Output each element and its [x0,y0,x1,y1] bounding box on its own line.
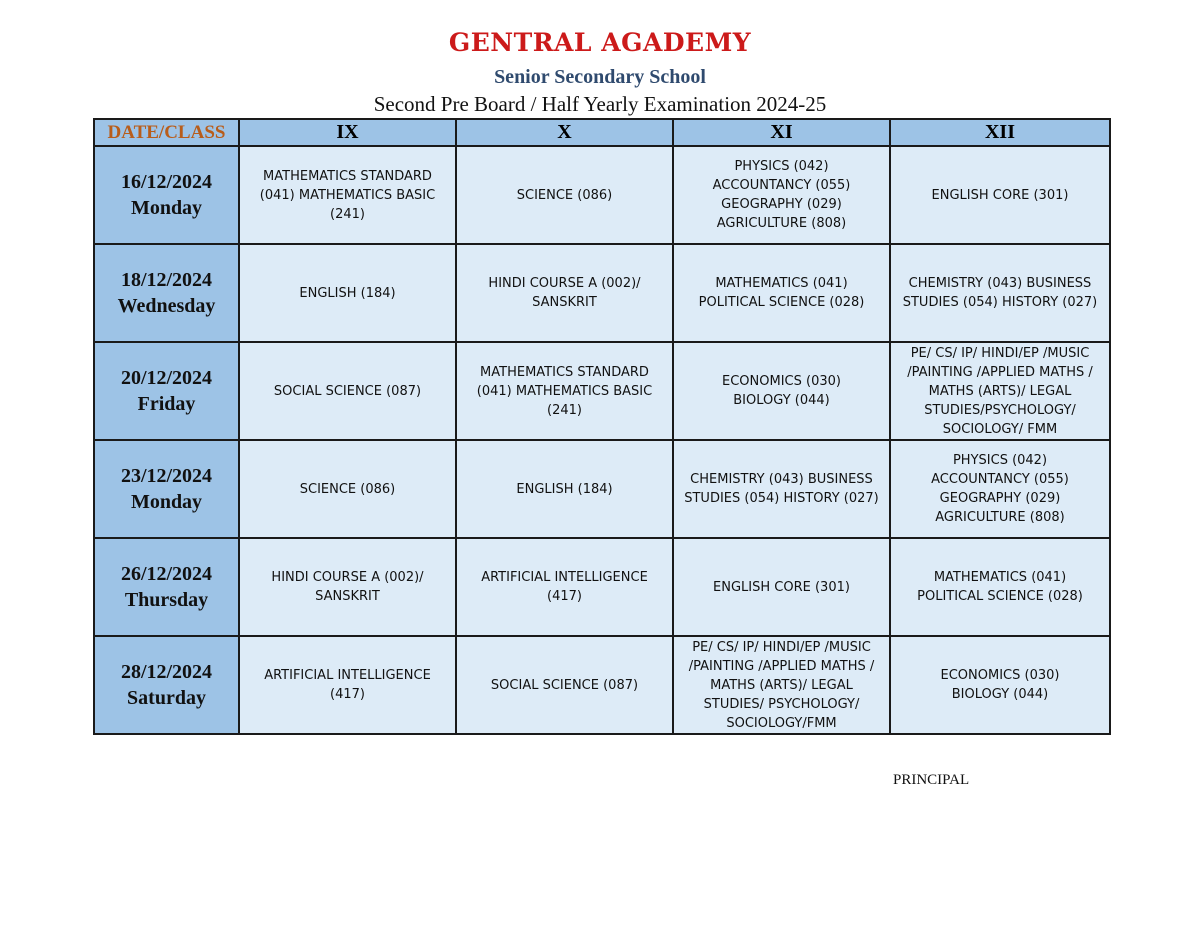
subject-cell-xii [890,342,1110,440]
subject-text: HINDI COURSE A (002)/ SANSKRIT [271,570,424,604]
subject-text: MATHEMATICS STANDARD (041) MATHEMATICS BASIC (241) [476,364,653,418]
school-subtitle: Senior Secondary School [494,66,706,88]
subject-text: CHEMISTRY (043) BUSINESS STUDIES (054) HISTORY (027) [902,276,1098,310]
exam-date: 28/12/2024 [120,661,213,683]
subject-cell-xii [890,538,1110,636]
subject-cell-xi [673,146,890,244]
column-header-x: X [456,119,673,146]
subject-text: CHEMISTRY (043) BUSINESS STUDIES (054) HISTORY (027) [684,472,879,506]
subject-cell-xi [673,538,890,636]
exam-day: Wednesday [117,295,216,317]
date-cell [94,636,239,734]
subject-text: ENGLISH (184) [299,285,396,301]
subject-text: SOCIAL SCIENCE (087) [490,677,639,693]
exam-date: 23/12/2024 [120,465,213,487]
exam-timetable [93,118,1111,735]
table-row [94,146,1110,244]
subject-text: ENGLISH (184) [516,481,613,497]
subject-text: MATHEMATICS (041) POLITICAL SCIENCE (028) [698,276,865,310]
subject-text: PE/ CS/ IP/ HINDI/EP /MUSIC /PAINTING /APPLIED MATHS / MATHS (ARTS)/ LEGAL STUDIES/PSYCHOLOGY/ SOCIOLOGY/ FMM [907,345,1093,437]
exam-day: Monday [130,197,203,219]
subject-cell-xi [673,244,890,342]
table-header-row [94,119,1110,146]
subject-cell-xi [673,636,890,734]
exam-day: Friday [137,393,196,415]
subject-text: SOCIAL SCIENCE (087) [273,383,422,399]
subject-text: HINDI COURSE A (002)/ SANSKRIT [488,276,641,310]
subject-text: ENGLISH CORE (301) [931,187,1069,203]
table-row [94,636,1110,734]
subject-cell-ix [239,636,456,734]
subject-cell-ix [239,440,456,538]
column-header-ix: IX [239,119,456,146]
subject-cell-xii [890,244,1110,342]
subject-cell-xi [673,440,890,538]
subject-text: PHYSICS (042) ACCOUNTANCY (055) GEOGRAPHY (029) AGRICULTURE (808) [712,159,851,231]
column-header-xi: XI [673,119,890,146]
column-header-date-class: DATE/CLASS [94,119,239,146]
date-cell [94,440,239,538]
subject-text: PHYSICS (042) ACCOUNTANCY (055) GEOGRAPHY (029) AGRICULTURE (808) [931,453,1069,525]
subject-text: ARTIFICIAL INTELLIGENCE (417) [481,570,648,604]
subject-cell-xii [890,146,1110,244]
subject-cell-x [456,146,673,244]
exam-date: 20/12/2024 [120,367,213,389]
subject-cell-xii [890,440,1110,538]
subject-text: ECONOMICS (030) BIOLOGY (044) [940,668,1060,702]
subject-cell-ix [239,146,456,244]
subject-cell-ix [239,538,456,636]
subject-text: ARTIFICIAL INTELLIGENCE (417) [264,668,431,702]
subject-cell-x [456,342,673,440]
table-row [94,244,1110,342]
table-row [94,538,1110,636]
subject-cell-ix [239,342,456,440]
subject-text: MATHEMATICS (041) POLITICAL SCIENCE (028) [917,570,1083,604]
subject-cell-x [456,538,673,636]
date-cell [94,342,239,440]
subject-cell-x [456,440,673,538]
exam-day: Monday [130,491,203,513]
column-header-xii: XII [890,119,1110,146]
subject-cell-xi [673,342,890,440]
subject-cell-ix [239,244,456,342]
principal-signature-label: PRINCIPAL [893,772,970,788]
date-cell [94,244,239,342]
exam-day: Thursday [124,589,209,611]
subject-text: ECONOMICS (030) BIOLOGY (044) [722,374,841,408]
subject-text: SCIENCE (086) [299,481,396,497]
exam-day: Saturday [127,687,206,709]
subject-cell-x [456,244,673,342]
table-row [94,440,1110,538]
subject-text: MATHEMATICS STANDARD (041) MATHEMATICS BASIC (241) [259,168,436,222]
table-row [94,342,1110,440]
subject-text: ENGLISH CORE (301) [713,579,850,595]
subject-cell-xii [890,636,1110,734]
school-name: GENTRAL AGADEMY [448,28,752,57]
subject-cell-x [456,636,673,734]
exam-date: 26/12/2024 [120,563,213,585]
date-cell [94,146,239,244]
exam-date: 18/12/2024 [120,269,213,291]
subject-text: SCIENCE (086) [516,187,613,203]
exam-title: Second Pre Board / Half Yearly Examination 2024-25 [373,92,827,116]
exam-date: 16/12/2024 [120,171,213,193]
date-cell [94,538,239,636]
subject-text: PE/ CS/ IP/ HINDI/EP /MUSIC /PAINTING /APPLIED MATHS / MATHS (ARTS)/ LEGAL STUDIES/ PSYCHOLOGY/ SOCIOLOGY/FMM [688,639,875,731]
